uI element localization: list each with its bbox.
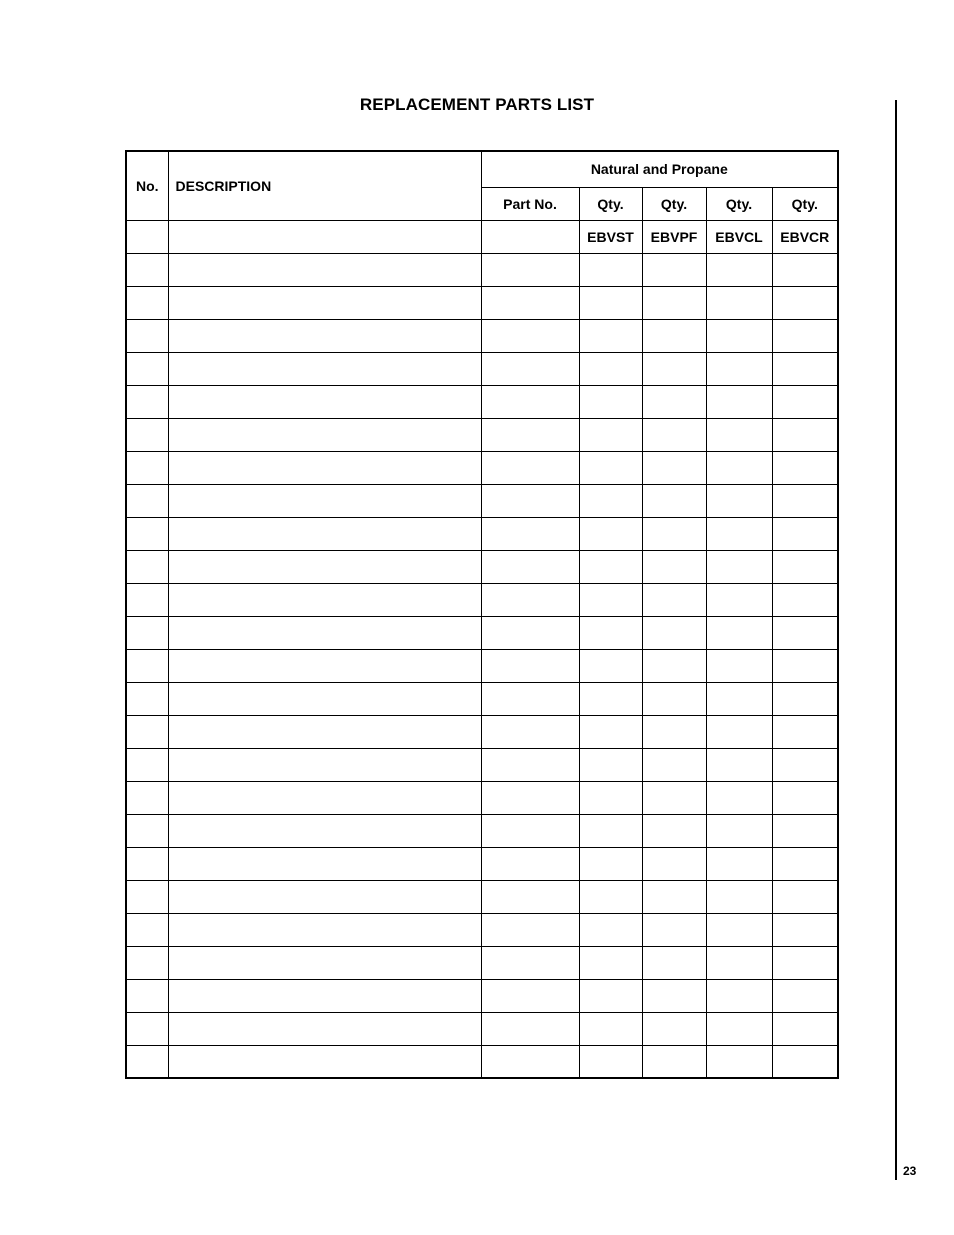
- table-cell: [579, 814, 642, 847]
- table-cell: [642, 1045, 706, 1078]
- table-cell: [706, 979, 772, 1012]
- model-header-ebvst: EBVST: [579, 220, 642, 253]
- table-cell: [706, 814, 772, 847]
- table-cell: [168, 748, 481, 781]
- table-cell: [168, 946, 481, 979]
- table-row: [126, 913, 838, 946]
- table-cell: [168, 352, 481, 385]
- table-cell: [579, 616, 642, 649]
- table-cell: [642, 946, 706, 979]
- table-cell: [579, 385, 642, 418]
- model-header-ebvcl: EBVCL: [706, 220, 772, 253]
- table-cell: [579, 253, 642, 286]
- table-cell: [579, 550, 642, 583]
- table-cell: [481, 484, 579, 517]
- table-cell: [772, 1012, 838, 1045]
- table-cell: [126, 682, 168, 715]
- table-cell: [642, 517, 706, 550]
- table-cell: [772, 616, 838, 649]
- table-cell: [772, 682, 838, 715]
- table-cell: [642, 451, 706, 484]
- model-row-part-no-cell: [481, 220, 579, 253]
- table-cell: [168, 583, 481, 616]
- table-cell: [642, 781, 706, 814]
- table-cell: [579, 583, 642, 616]
- table-cell: [579, 286, 642, 319]
- table-cell: [168, 814, 481, 847]
- table-cell: [772, 385, 838, 418]
- table-cell: [481, 418, 579, 451]
- table-cell: [772, 286, 838, 319]
- column-header-no: No.: [126, 151, 168, 220]
- table-cell: [706, 649, 772, 682]
- table-cell: [481, 913, 579, 946]
- table-cell: [642, 418, 706, 451]
- table-cell: [126, 517, 168, 550]
- table-cell: [126, 946, 168, 979]
- table-cell: [706, 550, 772, 583]
- table-cell: [706, 847, 772, 880]
- table-cell: [642, 352, 706, 385]
- table-cell: [642, 715, 706, 748]
- table-cell: [481, 1012, 579, 1045]
- table-cell: [126, 748, 168, 781]
- table-cell: [642, 847, 706, 880]
- table-cell: [772, 946, 838, 979]
- table-cell: [126, 550, 168, 583]
- table-row: [126, 583, 838, 616]
- table-cell: [481, 385, 579, 418]
- table-cell: [579, 880, 642, 913]
- table-row: [126, 616, 838, 649]
- table-cell: [706, 319, 772, 352]
- table-cell: [126, 451, 168, 484]
- table-cell: [168, 649, 481, 682]
- table-cell: [706, 880, 772, 913]
- table-cell: [772, 583, 838, 616]
- table-row: [126, 385, 838, 418]
- table-cell: [481, 550, 579, 583]
- table-cell: [579, 319, 642, 352]
- column-header-description: DESCRIPTION: [168, 151, 481, 220]
- table-cell: [126, 715, 168, 748]
- table-row: [126, 847, 838, 880]
- table-cell: [168, 979, 481, 1012]
- table-cell: [772, 814, 838, 847]
- table-cell: [772, 913, 838, 946]
- group-header-natural-propane: Natural and Propane: [481, 151, 838, 187]
- table-cell: [772, 319, 838, 352]
- table-cell: [126, 1045, 168, 1078]
- table-row: [126, 946, 838, 979]
- table-cell: [579, 748, 642, 781]
- table-cell: [706, 913, 772, 946]
- table-row: [126, 781, 838, 814]
- table-cell: [126, 847, 168, 880]
- replacement-parts-table: [125, 150, 839, 1079]
- table-cell: [126, 913, 168, 946]
- table-cell: [126, 583, 168, 616]
- table-cell: [642, 583, 706, 616]
- table-cell: [579, 484, 642, 517]
- table-cell: [772, 253, 838, 286]
- table-cell: [126, 1012, 168, 1045]
- table-cell: [168, 913, 481, 946]
- table-cell: [579, 781, 642, 814]
- table-row: [126, 715, 838, 748]
- table-cell: [772, 550, 838, 583]
- column-header-qty: Qty.: [579, 187, 642, 220]
- table-cell: [579, 649, 642, 682]
- table-row: [126, 979, 838, 1012]
- table-cell: [772, 847, 838, 880]
- page-title: REPLACEMENT PARTS LIST: [359, 95, 595, 114]
- table-cell: [706, 748, 772, 781]
- column-header-qty: Qty.: [706, 187, 772, 220]
- table-cell: [706, 385, 772, 418]
- table-cell: [481, 1045, 579, 1078]
- table-cell: [168, 550, 481, 583]
- table-cell: [168, 484, 481, 517]
- model-row-no-cell: [126, 220, 168, 253]
- table-cell: [642, 682, 706, 715]
- table-cell: [126, 781, 168, 814]
- table-cell: [481, 616, 579, 649]
- table-cell: [481, 748, 579, 781]
- table-cell: [706, 715, 772, 748]
- table-row: [126, 649, 838, 682]
- table-cell: [706, 352, 772, 385]
- table-cell: [706, 253, 772, 286]
- table-cell: [642, 649, 706, 682]
- table-cell: [126, 385, 168, 418]
- table-cell: [168, 880, 481, 913]
- table-cell: [706, 616, 772, 649]
- table-cell: [642, 814, 706, 847]
- table-cell: [481, 319, 579, 352]
- table-cell: [126, 319, 168, 352]
- table-cell: [706, 1012, 772, 1045]
- table-cell: [168, 253, 481, 286]
- table-cell: [579, 352, 642, 385]
- table-cell: [579, 715, 642, 748]
- table-cell: [706, 451, 772, 484]
- table-cell: [579, 847, 642, 880]
- table-cell: [126, 253, 168, 286]
- table-cell: [642, 550, 706, 583]
- table-cell: [772, 451, 838, 484]
- table-row: [126, 352, 838, 385]
- table-cell: [642, 913, 706, 946]
- table-cell: [579, 451, 642, 484]
- table-cell: [772, 649, 838, 682]
- table-cell: [579, 682, 642, 715]
- table-cell: [772, 517, 838, 550]
- table-cell: [706, 682, 772, 715]
- model-row-description-cell: [168, 220, 481, 253]
- table-cell: [168, 418, 481, 451]
- table-cell: [481, 352, 579, 385]
- table-cell: [168, 385, 481, 418]
- table-cell: [126, 286, 168, 319]
- table-row: [126, 880, 838, 913]
- table-cell: [706, 946, 772, 979]
- table-cell: [168, 1012, 481, 1045]
- margin-rule: [895, 100, 897, 1180]
- table-cell: [642, 616, 706, 649]
- table-row: [126, 682, 838, 715]
- table-cell: [706, 517, 772, 550]
- table-cell: [772, 979, 838, 1012]
- column-header-part-no: Part No.: [481, 187, 579, 220]
- parts-table-body: [126, 253, 838, 1078]
- table-cell: [642, 253, 706, 286]
- table-cell: [642, 286, 706, 319]
- table-cell: [481, 286, 579, 319]
- table-cell: [168, 616, 481, 649]
- table-cell: [706, 418, 772, 451]
- table-cell: [772, 715, 838, 748]
- table-row: [126, 451, 838, 484]
- table-cell: [481, 979, 579, 1012]
- table-cell: [706, 286, 772, 319]
- table-cell: [168, 1045, 481, 1078]
- table-cell: [481, 253, 579, 286]
- table-row: [126, 253, 838, 286]
- model-header-ebvpf: EBVPF: [642, 220, 706, 253]
- table-cell: [642, 748, 706, 781]
- table-cell: [168, 286, 481, 319]
- table-cell: [706, 484, 772, 517]
- table-cell: [772, 781, 838, 814]
- table-cell: [481, 517, 579, 550]
- table-cell: [706, 1045, 772, 1078]
- table-cell: [772, 352, 838, 385]
- table-row: [126, 1012, 838, 1045]
- table-cell: [481, 946, 579, 979]
- table-cell: [772, 418, 838, 451]
- table-cell: [481, 451, 579, 484]
- column-header-qty: Qty.: [772, 187, 838, 220]
- table-cell: [481, 583, 579, 616]
- table-cell: [579, 946, 642, 979]
- table-cell: [126, 814, 168, 847]
- table-cell: [481, 715, 579, 748]
- table-cell: [642, 385, 706, 418]
- page-number: 23: [903, 1164, 917, 1178]
- table-row: [126, 484, 838, 517]
- table-cell: [168, 847, 481, 880]
- table-cell: [126, 616, 168, 649]
- table-cell: [481, 880, 579, 913]
- table-row: [126, 517, 838, 550]
- table-cell: [168, 517, 481, 550]
- table-cell: [126, 484, 168, 517]
- table-cell: [168, 319, 481, 352]
- table-cell: [772, 484, 838, 517]
- table-row: [126, 319, 838, 352]
- table-cell: [126, 880, 168, 913]
- table-cell: [481, 847, 579, 880]
- model-header-ebvcr: EBVCR: [772, 220, 838, 253]
- table-row: [126, 286, 838, 319]
- table-cell: [579, 1012, 642, 1045]
- table-cell: [579, 913, 642, 946]
- table-cell: [481, 649, 579, 682]
- table-cell: [772, 880, 838, 913]
- table-cell: [126, 418, 168, 451]
- table-cell: [168, 451, 481, 484]
- table-row: [126, 748, 838, 781]
- table-cell: [168, 682, 481, 715]
- table-row: [126, 1045, 838, 1078]
- table-cell: [579, 517, 642, 550]
- table-cell: [642, 880, 706, 913]
- table-row: [126, 550, 838, 583]
- table-row: [126, 814, 838, 847]
- table-cell: [706, 583, 772, 616]
- table-cell: [168, 781, 481, 814]
- table-cell: [126, 352, 168, 385]
- table-cell: [642, 484, 706, 517]
- table-cell: [579, 979, 642, 1012]
- table-cell: [481, 682, 579, 715]
- table-cell: [642, 979, 706, 1012]
- table-cell: [481, 781, 579, 814]
- table-cell: [168, 715, 481, 748]
- table-cell: [579, 418, 642, 451]
- table-cell: [772, 1045, 838, 1078]
- table-cell: [126, 649, 168, 682]
- table-cell: [642, 1012, 706, 1045]
- table-cell: [706, 781, 772, 814]
- table-cell: [579, 1045, 642, 1078]
- table-cell: [772, 748, 838, 781]
- table-row: [126, 418, 838, 451]
- table-cell: [642, 319, 706, 352]
- table-cell: [126, 979, 168, 1012]
- column-header-qty: Qty.: [642, 187, 706, 220]
- table-cell: [481, 814, 579, 847]
